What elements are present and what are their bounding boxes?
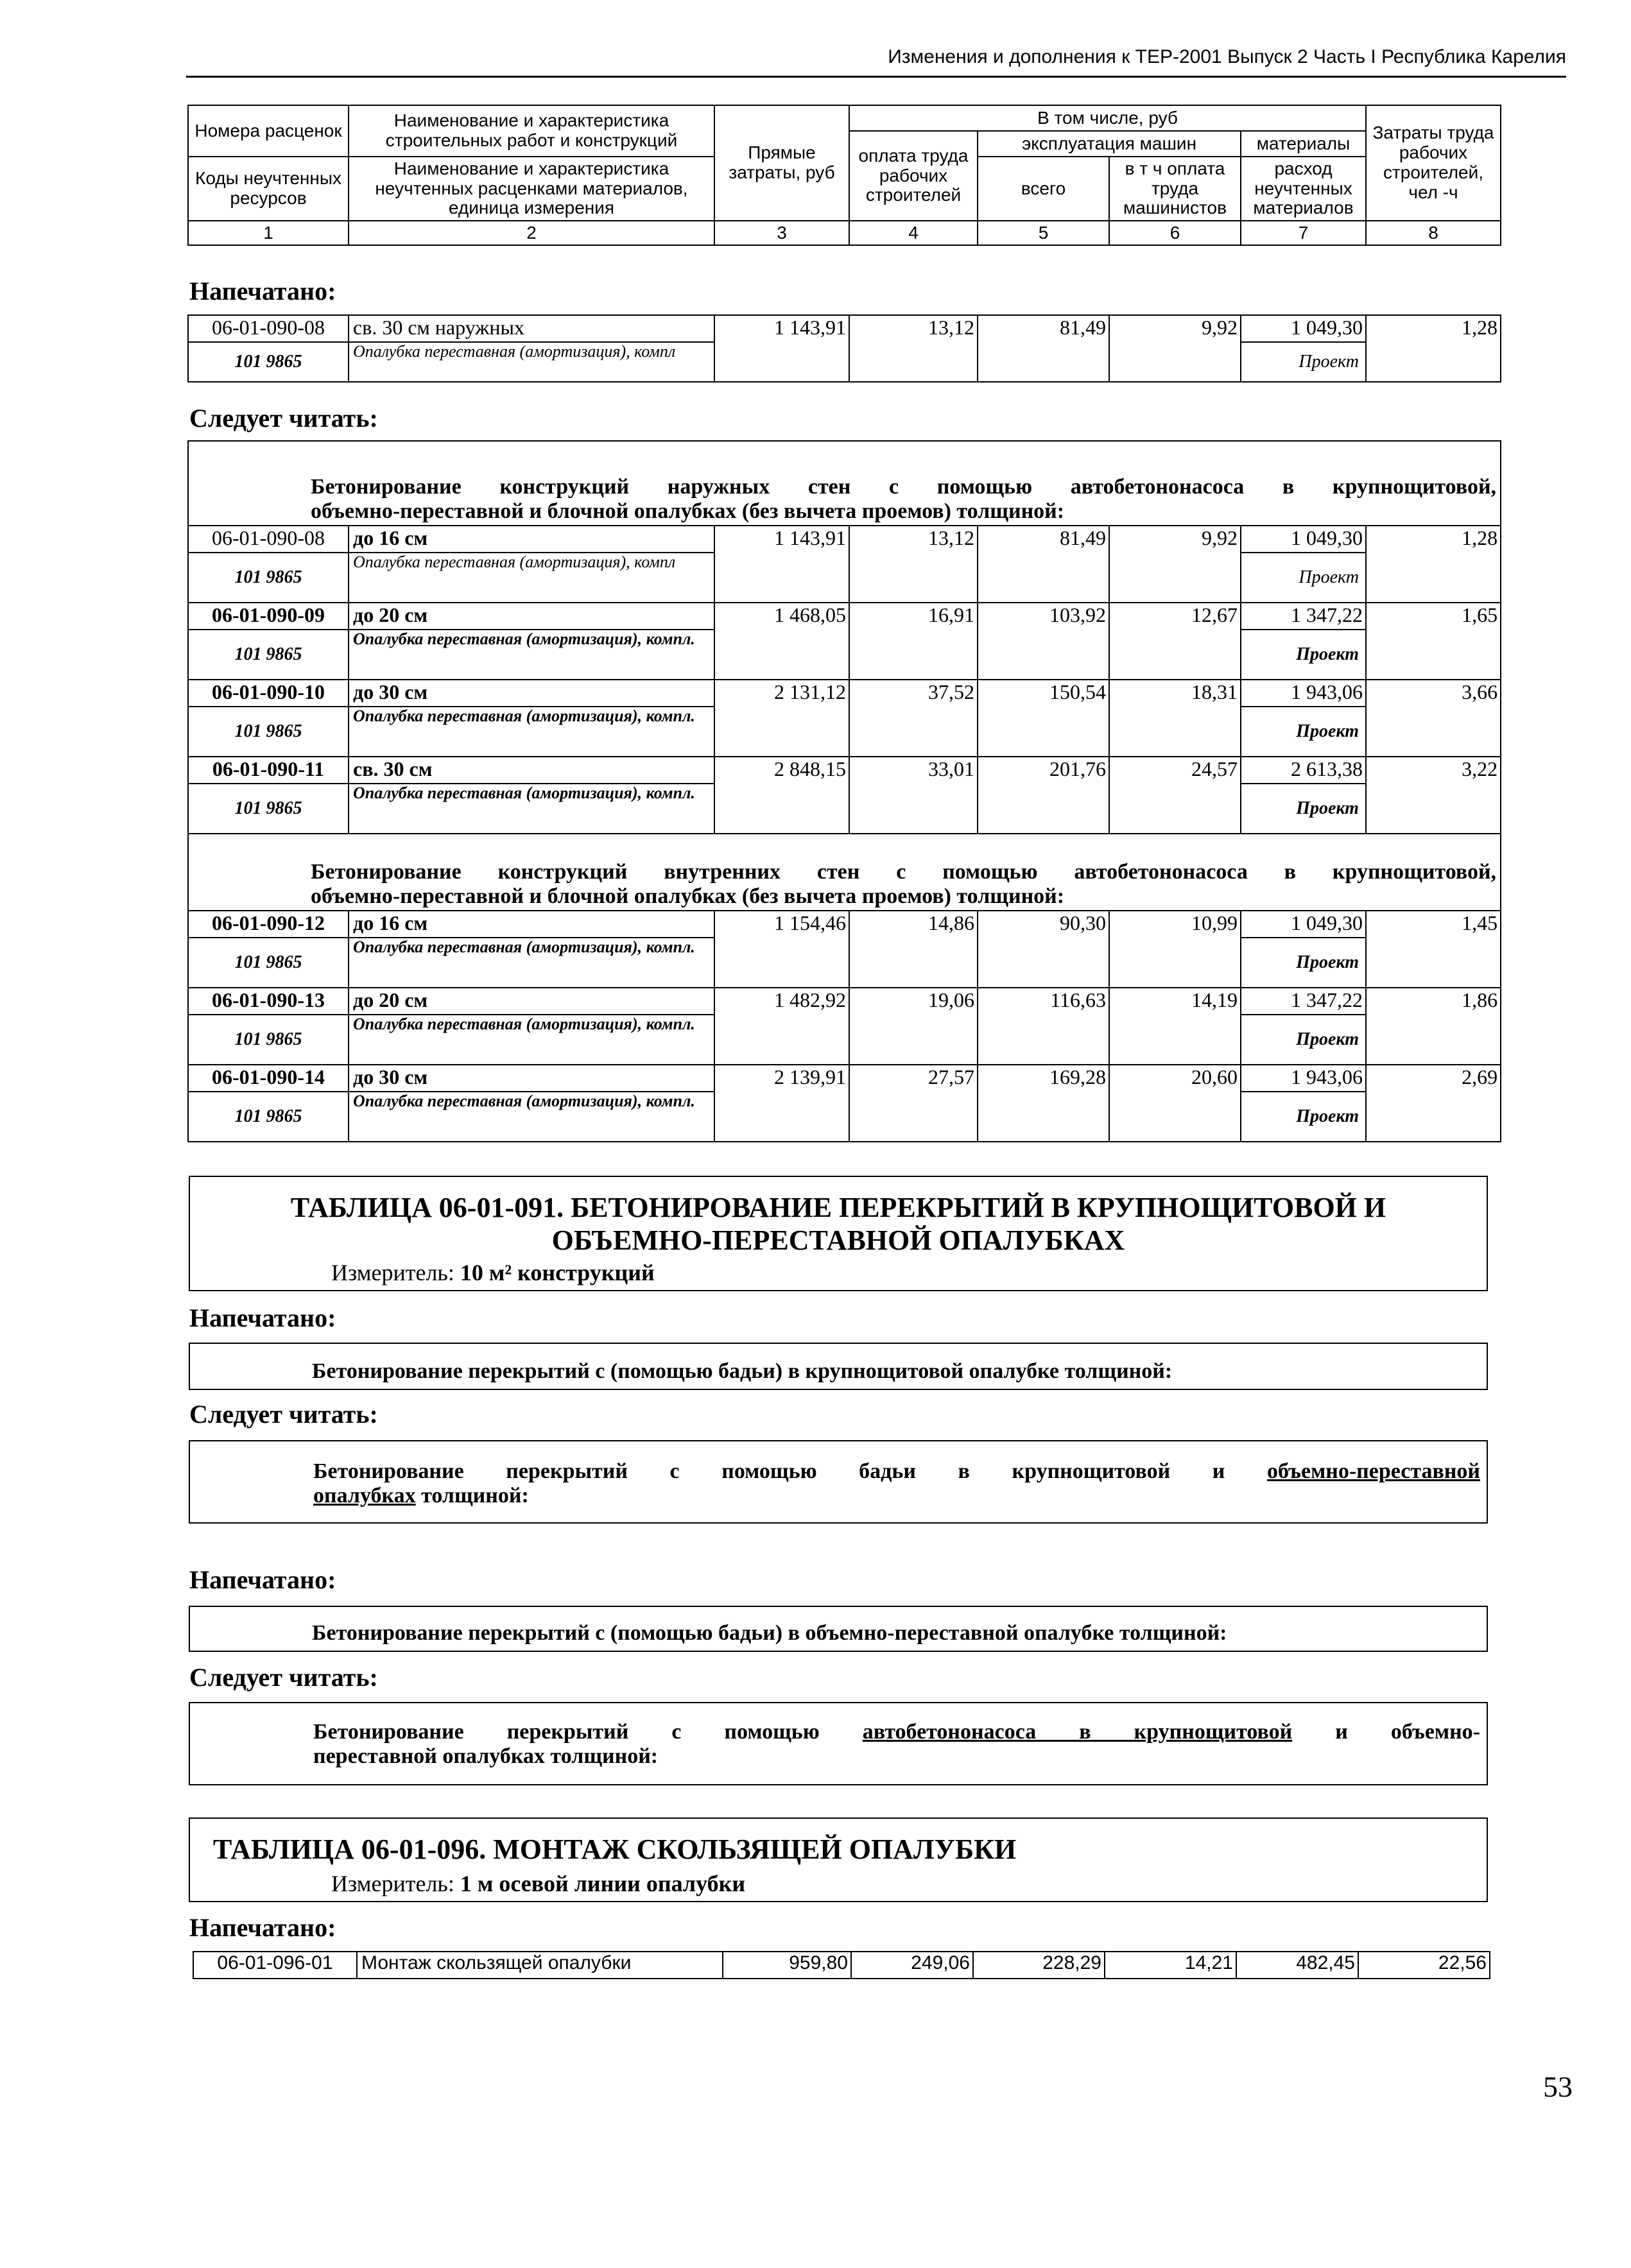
row-labor: 13,12	[849, 315, 978, 382]
row-materials: 1 347,22	[1241, 988, 1366, 1015]
row-name: до 20 см	[349, 603, 714, 630]
table096-row-table	[193, 1951, 1490, 1979]
outer-heading-line2: объемно-переставной и блочной опалубках (без вычета проемов) толщиной:	[311, 499, 1065, 523]
row-machines: 150,54	[978, 680, 1109, 757]
row-resource-name: Опалубка переставная (амортизация), компл.	[349, 1092, 714, 1142]
table091-read1-underlined: объемно-переставной	[1267, 1459, 1480, 1483]
row-materials: 482,45	[1236, 1952, 1358, 1979]
row-resource: 101 9865	[188, 630, 349, 680]
row-labor-hours: 1,65	[1366, 603, 1501, 680]
table091-printed1-text: Бетонирование перекрытий с (помощью бадьи) в крупнощитовой опалубке толщиной:	[312, 1359, 1173, 1383]
row-machinists: 9,92	[1109, 526, 1241, 603]
row-labor-hours: 3,22	[1366, 757, 1501, 834]
row-resource: 101 9865	[188, 1092, 349, 1142]
row-materials: 2 613,38	[1241, 757, 1366, 784]
header-rule	[186, 76, 1566, 78]
row-code: 06-01-090-10	[188, 680, 349, 707]
row-name: до 20 см	[349, 988, 714, 1015]
row-materials: 1 049,30	[1241, 526, 1366, 553]
row-direct: 1 143,91	[714, 526, 849, 603]
row-direct: 1 482,92	[714, 988, 849, 1065]
row-name: до 30 см	[349, 1065, 714, 1092]
table091-read1-line2	[313, 1484, 1480, 1508]
col-num-6: 6	[1109, 221, 1241, 245]
row-machines: 103,92	[978, 603, 1109, 680]
machines-header: эксплуатация машин	[978, 131, 1241, 157]
table091-read1-text-b: толщиной:	[415, 1484, 529, 1508]
table091-printed1-box	[189, 1343, 1488, 1390]
running-header: Изменения и дополнения к ТЕР-2001 Выпуск 2 Часть I Республика Карелия	[888, 46, 1566, 67]
printed-label: Напечатано:	[189, 1913, 336, 1942]
inner-walls-heading	[188, 834, 1501, 911]
outer-walls-heading	[188, 441, 1501, 526]
row-materials: 1 943,06	[1241, 680, 1366, 707]
outer-heading-line1: Бетонирование конструкций наружных стен с помощью автобетононасоса в крупнощитовой,	[311, 475, 1497, 499]
table096-measure-label: Измеритель:	[331, 1871, 454, 1896]
table091-read2-line2: переставной опалубках толщиной:	[313, 1744, 659, 1768]
col4-header: оплата труда рабочих строителей	[849, 131, 978, 221]
col7-header: расход неучтенных материалов	[1241, 157, 1366, 221]
inner-heading-line1: Бетонирование конструкций внутренних стен с помощью автобетононасоса в крупнощитовой,	[311, 860, 1497, 884]
table091-read2-box	[189, 1702, 1488, 1785]
row-code: 06-01-096-01	[193, 1952, 357, 1979]
table091-printed2-text: Бетонирование перекрытий с (помощью бадьи) в объемно-переставной опалубке толщиной:	[312, 1621, 1227, 1645]
row-resource: 101 9865	[188, 938, 349, 988]
row-name: до 16 см	[349, 526, 714, 553]
table091-title-box	[189, 1176, 1488, 1291]
row-labor-hours: 2,69	[1366, 1065, 1501, 1142]
row-direct: 2 848,15	[714, 757, 849, 834]
table091-read1-underlined2: опалубках	[313, 1484, 416, 1508]
row-project: Проект	[1241, 1015, 1366, 1065]
row-project: Проект	[1241, 553, 1366, 603]
row-labor: 249,06	[851, 1952, 973, 1979]
row-labor: 37,52	[849, 680, 978, 757]
table096-measure-value: 1 м осевой линии опалубки	[460, 1871, 746, 1896]
table096-measure	[331, 1870, 745, 1897]
column-header-table	[187, 105, 1501, 246]
row-code: 06-01-090-11	[188, 757, 349, 784]
row-resource: 101 9865	[188, 342, 349, 382]
row-machinists: 12,67	[1109, 603, 1241, 680]
row-materials: 1 347,22	[1241, 603, 1366, 630]
row-labor-hours: 1,86	[1366, 988, 1501, 1065]
row-code: 06-01-090-14	[188, 1065, 349, 1092]
col-num-3: 3	[714, 221, 849, 245]
row-machines: 81,49	[978, 526, 1109, 603]
row-resource-name: Опалубка переставная (амортизация), компл.	[349, 938, 714, 988]
table091-read2-text-b: и объемно-	[1335, 1720, 1481, 1744]
row-labor: 33,01	[849, 757, 978, 834]
col-num-1: 1	[188, 221, 349, 245]
table091-read1-text-a: Бетонирование перекрытий с помощью бадьи в крупнощитовой и	[313, 1459, 1225, 1483]
row-labor-hours: 22,56	[1358, 1952, 1490, 1979]
row-labor: 19,06	[849, 988, 978, 1065]
col1-top-header: Номера расценок	[188, 105, 349, 157]
row-resource-name: Опалубка переставная (амортизация), компл.	[349, 1015, 714, 1065]
row-project: Проект	[1241, 1092, 1366, 1142]
row-machinists: 14,21	[1105, 1952, 1236, 1979]
row-code: 06-01-090-13	[188, 988, 349, 1015]
row-resource-name: Опалубка переставная (амортизация), компл.	[349, 784, 714, 834]
should-read-label: Следует читать:	[189, 404, 378, 433]
row-machinists: 14,19	[1109, 988, 1241, 1065]
printed-label: Напечатано:	[189, 1565, 336, 1594]
row-labor-hours: 1,28	[1366, 526, 1501, 603]
row-resource-name: Опалубка переставная (амортизация), компл	[349, 342, 714, 382]
page-number: 53	[1543, 2070, 1573, 2103]
row-resource: 101 9865	[188, 553, 349, 603]
inner-heading-line2: объемно-переставной и блочной опалубках (без вычета проемов) толщиной:	[311, 884, 1065, 908]
col-num-2: 2	[349, 221, 714, 245]
row-labor-hours: 1,45	[1366, 911, 1501, 988]
row-project: Проект	[1241, 342, 1366, 382]
included-header: В том числе, руб	[849, 105, 1366, 131]
row-machines: 81,49	[978, 315, 1109, 382]
row-labor: 16,91	[849, 603, 978, 680]
row-resource: 101 9865	[188, 784, 349, 834]
row-labor-hours: 1,28	[1366, 315, 1501, 382]
corrected-table	[187, 440, 1501, 1142]
table091-read2-text-a: Бетонирование перекрытий с помощью	[313, 1720, 820, 1744]
table091-read2-underlined: автобетононасоса в крупнощитовой	[862, 1720, 1293, 1744]
row-machinists: 10,99	[1109, 911, 1241, 988]
should-read-label: Следует читать:	[189, 1663, 378, 1692]
col-num-5: 5	[978, 221, 1109, 245]
row-machinists: 24,57	[1109, 757, 1241, 834]
col2-top-header: Наименование и характеристика строительных работ и конструкций	[349, 105, 714, 157]
row-labor: 14,86	[849, 911, 978, 988]
row-materials: 1 049,30	[1241, 315, 1366, 342]
row-machines: 90,30	[978, 911, 1109, 988]
row-code: 06-01-090-08	[188, 315, 349, 342]
should-read-label: Следует читать:	[189, 1400, 378, 1429]
row-name: до 30 см	[349, 680, 714, 707]
row-direct: 959,80	[723, 1952, 851, 1979]
col2-bottom-header: Наименование и характеристика неучтенных расценками материалов, единица измерения	[349, 157, 714, 221]
col8-header: Затраты труда рабочих строителей, чел -ч	[1366, 105, 1501, 221]
row-machinists: 18,31	[1109, 680, 1241, 757]
table091-read2-line1	[313, 1720, 1480, 1744]
row-project: Проект	[1241, 707, 1366, 757]
printed-label: Напечатано:	[189, 277, 336, 305]
row-materials: 1 049,30	[1241, 911, 1366, 938]
table091-measure	[331, 1259, 655, 1286]
col-num-7: 7	[1241, 221, 1366, 245]
materials-header: материалы	[1241, 131, 1366, 157]
col1-bottom-header: Коды неучтенных ресурсов	[188, 157, 349, 221]
row-code: 06-01-090-08	[188, 526, 349, 553]
row-project: Проект	[1241, 938, 1366, 988]
table091-title-line2: ОБЪЕМНО-ПЕРЕСТАВНОЙ ОПАЛУБКАХ	[551, 1224, 1125, 1256]
row-machines: 201,76	[978, 757, 1109, 834]
printed-row-table	[187, 314, 1501, 382]
table091-title-line1: ТАБЛИЦА 06-01-091. БЕТОНИРОВАНИЕ ПЕРЕКРЫТИЙ В КРУПНОЩИТОВОЙ И	[290, 1192, 1386, 1223]
row-direct: 1 154,46	[714, 911, 849, 988]
row-direct: 2 139,91	[714, 1065, 849, 1142]
row-machines: 169,28	[978, 1065, 1109, 1142]
printed-label: Напечатано:	[189, 1303, 336, 1332]
col3-header: Прямые затраты, руб	[714, 105, 849, 221]
row-name: Монтаж скользящей опалубки	[357, 1952, 723, 1979]
table091-printed2-box	[189, 1606, 1488, 1652]
row-code: 06-01-090-09	[188, 603, 349, 630]
row-direct: 2 131,12	[714, 680, 849, 757]
row-direct: 1 468,05	[714, 603, 849, 680]
row-labor: 13,12	[849, 526, 978, 603]
table096-title: ТАБЛИЦА 06-01-096. МОНТАЖ СКОЛЬЗЯЩЕЙ ОПАЛУБКИ	[213, 1834, 1017, 1865]
row-machines: 228,29	[973, 1952, 1105, 1979]
row-resource: 101 9865	[188, 1015, 349, 1065]
row-resource-name: Опалубка переставная (амортизация), компл.	[349, 630, 714, 680]
table091-read1-box	[189, 1440, 1488, 1524]
row-resource-name: Опалубка переставная (амортизация), компл.	[349, 707, 714, 757]
row-code: 06-01-090-12	[188, 911, 349, 938]
col6-header: в т ч оплата труда машинистов	[1109, 157, 1241, 221]
row-direct: 1 143,91	[714, 315, 849, 382]
table096-title-box	[189, 1817, 1488, 1902]
row-labor-hours: 3,66	[1366, 680, 1501, 757]
row-machinists: 9,92	[1109, 315, 1241, 382]
row-labor: 27,57	[849, 1065, 978, 1142]
row-machines: 116,63	[978, 988, 1109, 1065]
row-name: св. 30 см наружных	[349, 315, 714, 342]
col-num-4: 4	[849, 221, 978, 245]
col-num-8: 8	[1366, 221, 1501, 245]
table091-read1-line1	[313, 1459, 1480, 1484]
row-machinists: 20,60	[1109, 1065, 1241, 1142]
table091-measure-label: Измеритель:	[331, 1260, 454, 1285]
table091-measure-value: 10 м² конструкций	[460, 1260, 655, 1285]
row-resource-name: Опалубка переставная (амортизация), компл	[349, 553, 714, 603]
row-name: св. 30 см	[349, 757, 714, 784]
row-project: Проект	[1241, 630, 1366, 680]
row-resource: 101 9865	[188, 707, 349, 757]
row-name: до 16 см	[349, 911, 714, 938]
row-project: Проект	[1241, 784, 1366, 834]
row-materials: 1 943,06	[1241, 1065, 1366, 1092]
col5-header: всего	[978, 157, 1109, 221]
